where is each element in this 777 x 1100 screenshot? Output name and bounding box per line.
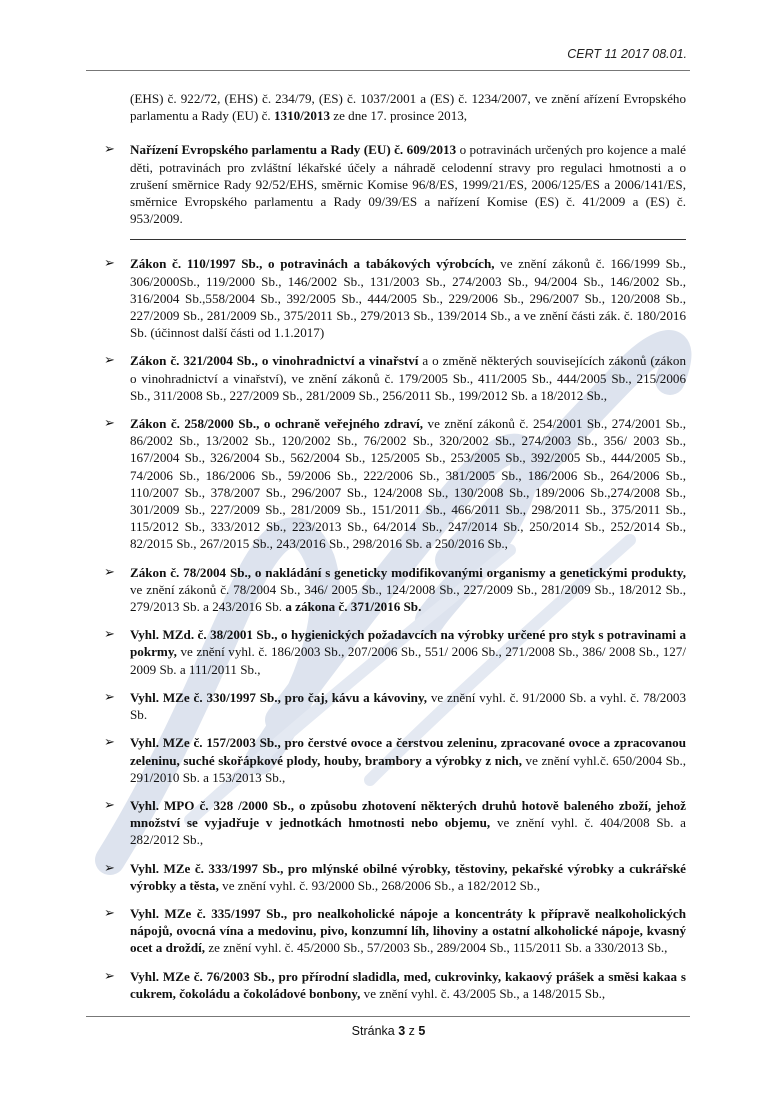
item-text: ve znění vyhl. č. 404/2008 Sb. a 282/2012 Sb., [130,815,686,848]
item-text: a o změně některých souvisejících zákonů (zákon o vinohradnictví a vinařství), ve znění zákonů č. 179/2005 Sb., 411/2005 Sb., 444/2005 Sb., 215/2006 Sb., 311/2008 Sb., 227/2009 Sb., 281/2009 Sb., 256/2011 Sb., 199/2012 Sb. a 18/2012 Sb., [130,353,686,403]
footer-divider [86,1016,690,1017]
arrow-bullet-icon: ➢ [104,689,115,705]
item-text: ve znění zákonů č. 254/2001 Sb., 274/2001 Sb., 86/2002 Sb., 13/2002 Sb., 120/2002 Sb., 76/2002 Sb., 320/2002 Sb., 274/2003 Sb., 356/ 2003 Sb., 167/2004 Sb., 326/2004 Sb., 562/2004 Sb., 125/2005 Sb., 253/2005 Sb., 392/2005 Sb., 444/2005 Sb., 74/2006 Sb., 186/2006 Sb., 59/2006 Sb., 222/2006 Sb., 381/2005 Sb., 186/2006 Sb., 264/2006 Sb., 110/2007 Sb., 378/2007 Sb., 296/2007 Sb., 124/2008 Sb., 130/2008 Sb., 189/2006 Sb.,274/2008 Sb., 301/2009 Sb., 227/2009 Sb., 281/2009 Sb., 151/2011 Sb., 466/2011 Sb., 298/2011 Sb., 375/2011 Sb., 115/2012 Sb., 333/2012 Sb., 223/2013 Sb., 64/2014 Sb., 247/2014 Sb., 250/2014 Sb., 252/2014 Sb., 82/2015 Sb., 267/2015 Sb., 243/2016 Sb., 298/2016 Sb. a 250/2016 Sb., [130,416,686,552]
list-item [104,415,686,553]
item-text: ve znění vyhl. č. 93/2000 Sb., 268/2006 Sb., a 182/2012 Sb., [218,877,541,893]
arrow-bullet-icon: ➢ [104,627,115,643]
item-title: Zákon č. 258/2000 Sb., o ochraně veřejného zdraví, [130,416,424,432]
list-item [104,255,686,341]
list-item [104,797,686,849]
item-text: ve znění vyhl.č. 650/2004 Sb., 291/2010 Sb. a 153/2013 Sb., [130,752,686,785]
list-item [104,352,686,404]
arrow-bullet-icon: ➢ [104,416,115,432]
item-text: ve znění vyhl. č. 43/2005 Sb., a 148/2015 Sb., [360,985,606,1001]
item-title: Zákon č. 78/2004 Sb., o nakládání s geneticky modifikovanými organismy a genetickými produkty, [130,564,686,580]
page-label: Stránka [351,1024,395,1038]
arrow-bullet-icon: ➢ [104,564,115,580]
item-title: Zákon č. 321/2004 Sb., o vinohradnictví a vinařství [130,353,419,369]
page-of: z [408,1024,415,1038]
page-total: 5 [418,1024,426,1038]
list-item [104,905,686,957]
arrow-bullet-icon: ➢ [104,142,115,158]
page-number: 3 [398,1024,406,1038]
list-item [104,689,686,723]
item-title: Vyhl. MZd. č. 38/2001 Sb., o hygienických požadavcích na výrobky určené pro styk s potravinami a pokrmy, [130,627,686,660]
item-text: ve znění zákonů č. 78/2004 Sb., 346/ 2005 Sb., 124/2008 Sb., 227/2009 Sb., 281/2009 Sb., 18/2012 Sb., 279/2013 Sb. a 243/2016 Sb. [130,581,686,615]
item-title: Vyhl. MZe č. 335/1997 Sb., pro nealkoholické nápoje a koncentráty k přípravě nealkoholických nápojů, ovocná vína a medovinu, pivo, konzumní líh, lihoviny a ostatní alkoholické nápoje, kvasný ocet a droždí, [130,905,686,956]
item-text: ve znění vyhl. č. 91/2000 Sb. a vyhl. č. 78/2003 Sb. [130,689,686,723]
arrow-bullet-icon: ➢ [104,735,115,751]
list-item [104,564,686,616]
list-item [104,968,686,1002]
item-title: Nařízení Evropského parlamentu a Rady (EU) č. 609/2013 [130,142,457,158]
header-divider [86,70,690,71]
arrow-bullet-icon: ➢ [104,905,115,921]
arrow-bullet-icon: ➢ [104,353,115,369]
item-title: Vyhl. MZe č. 76/2003 Sb., pro přírodní sladidla, med, cukrovinky, kakaový prášek a směsi kakaa s cukrem, čokoládu a čokoládové bonbony, [130,968,686,1001]
arrow-bullet-icon: ➢ [104,860,115,876]
item-text: ve znění zákonů č. 166/1999 Sb., 306/2000Sb., 119/2000 Sb., 146/2002 Sb., 131/2003 Sb., 274/2003 Sb., 94/2004 Sb., 146/2002 Sb., 316/2004 Sb.,558/2004 Sb., 392/2005 Sb., 444/2005 Sb., 229/2006 Sb., 296/2007 Sb., 120/2008 Sb., 227/2009 Sb., 281/2009 Sb., 375/2011 Sb., 279/2013 Sb., 139/2014 Sb., a ve znění části zák. č. 180/2016 Sb. (účinnost další části od 1.1.2017) [130,256,686,341]
item-text: ve znění vyhl. č. 186/2003 Sb., 207/2006 Sb., 551/ 2006 Sb., 271/2008 Sb., 386/ 2008 Sb., 127/ 2009 Sb. a 111/2011 Sb., [130,644,686,677]
arrow-bullet-icon: ➢ [104,968,115,984]
item-title: Vyhl. MZe č. 157/2003 Sb., pro čerstvé ovoce a čerstvou zeleninu, zpracované ovoce a zpracovanou zeleninu, suché skořápkové plody, houby, brambory a výrobky z nich, [130,735,686,768]
item-title-suffix: a zákona č. 371/2016 Sb. [282,599,422,615]
arrow-bullet-icon: ➢ [104,256,115,272]
item-title: Vyhl. MZe č. 330/1997 Sb., pro čaj, kávu a kávoviny, [130,689,428,705]
item-title: Zákon č. 110/1997 Sb., o potravinách a tabákových výrobcích, [130,256,495,272]
item-title: Vyhl. MPO č. 328 /2000 Sb., o způsobu zhotovení některých druhů hotově baleného zboží, jehož množství se vyjadřuje v jednotkách hmotnosti nebo objemu, [130,797,686,831]
arrow-bullet-icon: ➢ [104,797,115,813]
page-footer [0,1024,777,1038]
item-text: ze znění vyhl. č. 45/2000 Sb., 57/2003 Sb., 289/2004 Sb., 115/2011 Sb. a 330/2013 Sb., [205,940,668,956]
list-item [104,860,686,894]
legislation-list [104,90,686,1002]
continuation-paragraph [104,90,686,124]
list-item [104,734,686,786]
item-title: Vyhl. MZe č. 333/1997 Sb., pro mlýnské obilné výrobky, těstoviny, pekařské výrobky a cukrářské výrobky a těsta, [130,860,686,893]
document-code: CERT 11 2017 08.01. [567,47,687,61]
list-item-eu-609 [104,141,686,227]
section-divider [130,239,686,240]
continuation-bold: 1310/2013 [273,108,330,124]
continuation-end: ze dne 17. prosince 2013, [330,108,468,124]
continuation-text: (EHS) č. 922/72, (EHS) č. 234/79, (ES) č. 1037/2001 a (ES) č. 1234/2007, ve znění ařízení Evropského parlamentu a Rady (EU) č. [130,91,686,124]
list-item [104,626,686,678]
item-text: o potravinách určených pro kojence a malé děti, potravinách pro zvláštní lékařské účely a náhradě celodenní stravy pro regulaci hmotnosti a o zrušení směrnice Rady 92/52/EHS, směrnic Komise 96/8/ES, 1999/21/ES, 2006/125/ES a 2006/141/ES, směrnice Evropského parlamentu a Rady 09/39/ES a nařízení Komise (ES) č. 41/2009 a (ES) č. 953/2009. [130,142,686,227]
